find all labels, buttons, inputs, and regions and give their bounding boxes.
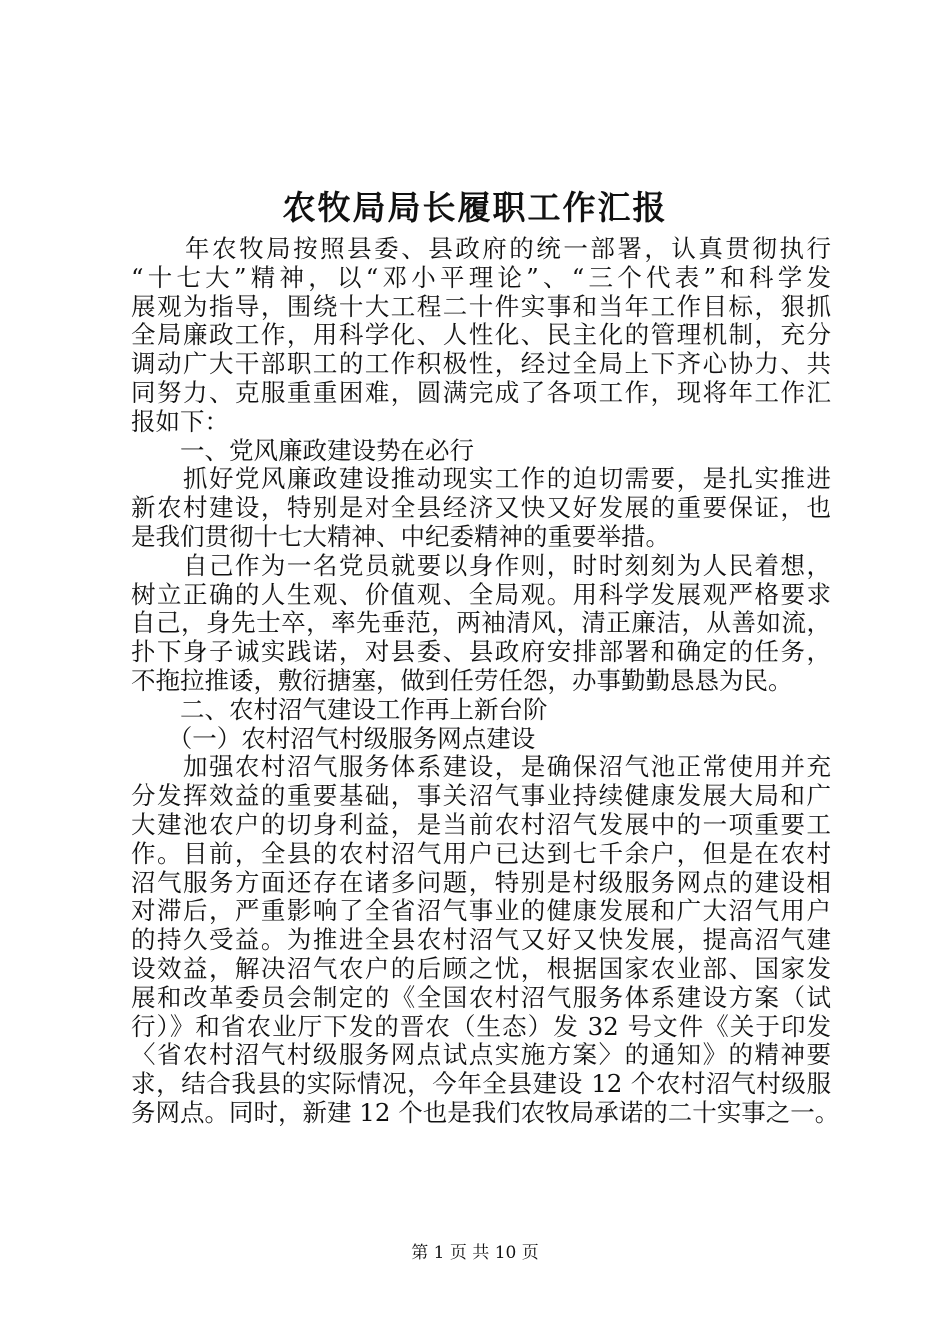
text-line: 一、党风廉政建设势在必行 [131,435,474,465]
text-line: 沼气服务方面还存在诸多问题，特别是村级服务网点的建设相 [131,867,831,897]
text-line: 务网点。同时，新建 12 个也是我们农牧局承诺的二十实事之一。 [131,1097,840,1127]
document-title: 农牧局局长履职工作汇报 [282,188,668,227]
text-line: 抓好党风廉政建设推动现实工作的迫切需要，是扎实推进 [131,464,831,494]
text-line: 展和改革委员会制定的《全国农村沼气服务体系建设方案（试 [131,982,831,1012]
text-line: 的持久受益。为推进全县农村沼气又好又快发展，提高沼气建 [131,925,831,955]
text-line: 分发挥效益的重要基础，事关沼气事业持续健康发展大局和广 [131,781,831,811]
text-line: 展观为指导，围绕十大工程二十件实事和当年工作目标，狠抓 [131,291,831,321]
text-line: 不拖拉推诿，敷衍搪塞，做到任劳任怨，办事勤勤恳恳为民。 [131,665,793,695]
text-line: 对滞后，严重影响了全省沼气事业的健康发展和广大沼气用户 [131,896,831,926]
text-line: 行）》和省农业厅下发的晋农（生态）发 32 号文件《关于印发 [131,1011,831,1041]
text-line: 报如下： [131,406,229,436]
text-line: （一）农村沼气村级服务网点建设 [131,723,536,753]
text-line: “十七大”精神，以“邓小平理论”、“三个代表”和科学发 [131,262,831,292]
text-line: 〈省农村沼气村级服务网点试点实施方案〉的通知》的精神要 [131,1040,831,1070]
text-line: 加强农村沼气服务体系建设，是确保沼气池正常使用并充 [131,752,831,782]
text-line: 树立正确的人生观、价值观、全局观。用科学发展观严格要求 [131,579,831,609]
text-line: 全局廉政工作，用科学化、人性化、民主化的管理机制，充分 [131,320,831,350]
page-footer: 第 1 页 共 10 页 [411,1243,539,1263]
text-line: 调动广大干部职工的工作积极性，经过全局上下齐心协力、共 [131,349,831,379]
text-line: 作。目前，全县的农村沼气用户已达到七千余户，但是在农村 [131,838,831,868]
text-line: 设效益，解决沼气农户的后顾之忧，根据国家农业部、国家发 [131,953,831,983]
text-line: 新农村建设，特别是对全县经济又快又好发展的重要保证，也 [131,493,831,523]
document-body [131,234,840,1128]
text-line: 是我们贯彻十七大精神、中纪委精神的重要举措。 [131,521,670,551]
text-line: 同努力、克服重重困难，圆满完成了各项工作，现将年工作汇 [131,377,831,407]
text-line: 二、农村沼气建设工作再上新台阶 [131,694,548,724]
text-line: 大建池农户的切身利益，是当前农村沼气发展中的一项重要工 [131,809,831,839]
text-line: 扑下身子诚实践诺，对县委、县政府安排部署和确定的任务， [131,637,831,667]
text-line: 自己，身先士卒，率先垂范，两袖清风，清正廉洁，从善如流， [131,608,831,638]
text-line: 求，结合我县的实际情况，今年全县建设 12 个农村沼气村级服 [131,1069,831,1099]
text-line: 自己作为一名党员就要以身作则，时时刻刻为人民着想， [131,550,831,580]
text-line: 年农牧局按照县委、县政府的统一部署，认真贯彻执行 [131,234,831,263]
